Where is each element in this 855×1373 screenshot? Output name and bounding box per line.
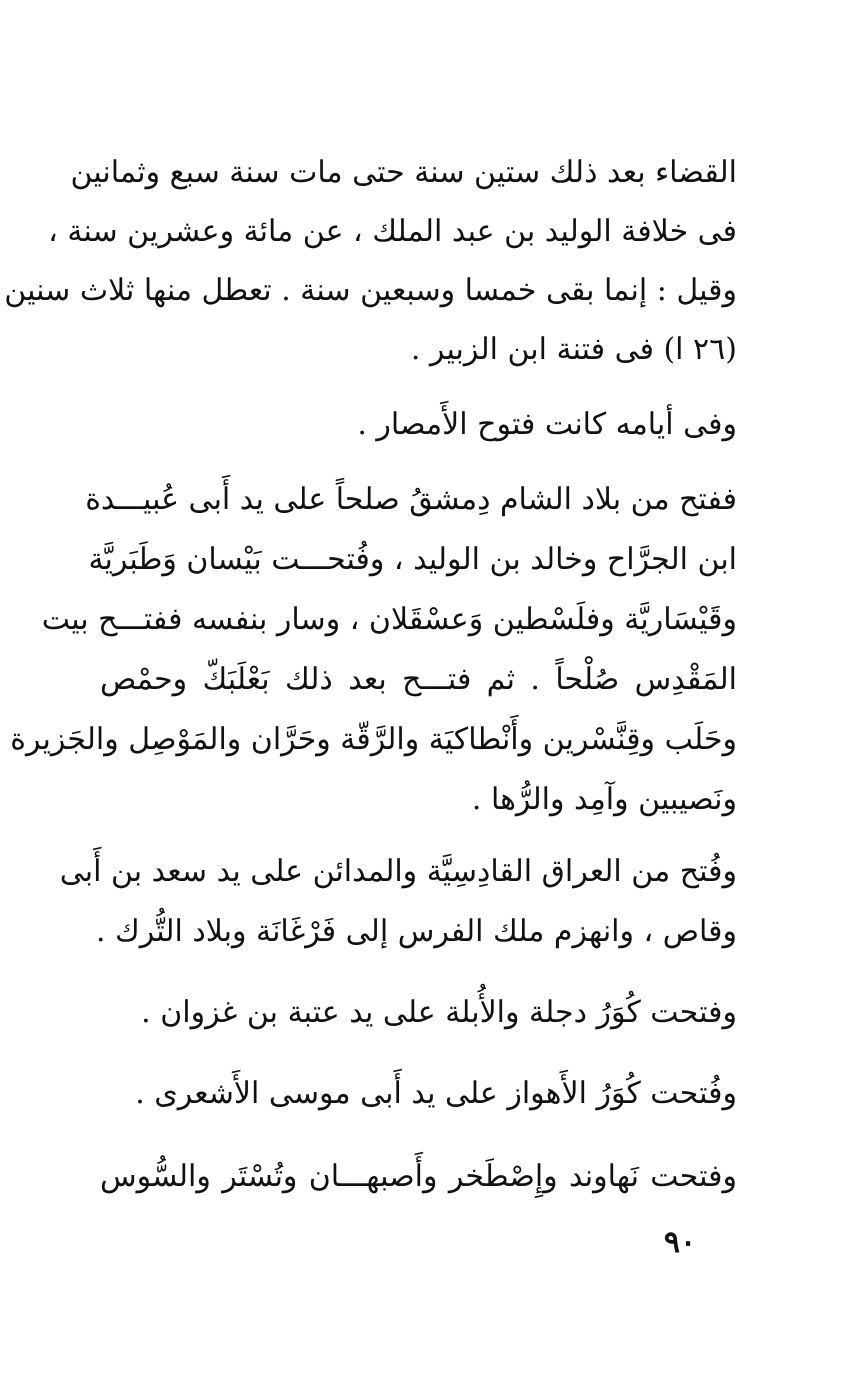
paragraph-line: ففتح من بلاد الشام دِمشقُ صلحاً على يد أَبى عُبيـــدة bbox=[85, 482, 737, 517]
paragraph-line: وقَيْسَاريَّة وفلَسْطين وَعسْقَلان ، وسار بنفسه ففتـــح بيت bbox=[41, 602, 737, 637]
paragraph-line: فى خلافة الوليد بن عبد الملك ، عن مائة وعشرين سنة ، bbox=[48, 214, 737, 249]
paragraph-line: وقاص ، وانهزم ملك الفرس إلى فَرْغَانَة وبلاد التُّرك . bbox=[95, 914, 737, 949]
paragraph-line: القضاء بعد ذلك ستين سنة حتى مات سنة سبع وثمانين bbox=[70, 155, 737, 190]
paragraph-line: المَقْدِس صُلْحاً . ثم فتـــح بعد ذلك بَعْلَبَكّ وحمْص bbox=[100, 662, 737, 697]
paragraph-line: وفُتح من العراق القادِسِيَّة والمدائن على يد سعد بن أَبى bbox=[59, 854, 737, 889]
paragraph-line: وفُتحت كُوَرُ الأَهواز على يد أَبى موسى الأَشعرى . bbox=[135, 1076, 737, 1111]
paragraph-line: وحَلَب وقِنَّسْرين وأَنْطاكيَة والرَّقّة وحَرَّان والمَوْصِل والجَزيرة bbox=[10, 722, 737, 757]
paragraph-line: وفى أيامه كانت فتوح الأَمصار . bbox=[357, 407, 737, 442]
page-number: ٩٠ bbox=[663, 1225, 697, 1260]
paragraph-line: ونَصيبين وآمِد والرُّها . bbox=[471, 782, 737, 817]
paragraph-line: وقيل : إنما بقى خمسا وسبعين سنة . تعطل منها ثلاث سنين bbox=[4, 273, 737, 308]
paragraph-line: وفتحت نَهاوند وإِصْطَخر وأَصبهـــان وتُسْتَر والسُّوس bbox=[100, 1159, 737, 1194]
paragraph-line: ابن الجرَّاح وخالد بن الوليد ، وفُتحـــت بَيْسان وَطَبَريَّة bbox=[88, 542, 737, 577]
paragraph-line: وفتحت كُوَرُ دجلة والأُبلة على يد عتبة بن غزوان . bbox=[141, 995, 737, 1030]
paragraph-line: (٢٦ ا) فى فتنة ابن الزبير . bbox=[410, 332, 737, 367]
